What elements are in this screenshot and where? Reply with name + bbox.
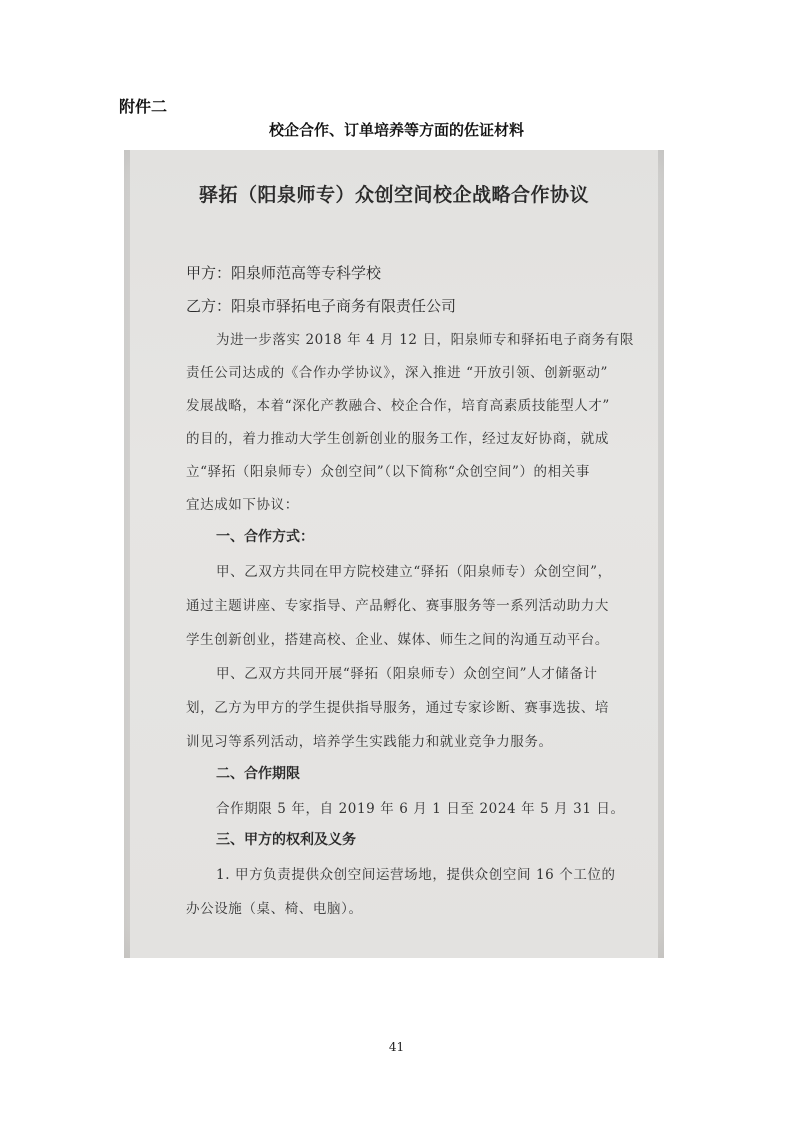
agreement-paper <box>130 150 658 958</box>
section1-line: 划，乙方为甲方的学生提供指导服务，通过专家诊断、赛事选拔、培 <box>186 700 609 716</box>
scanned-document-photo <box>124 150 664 958</box>
intro-line: 为进一步落实 2018 年 4 月 12 日，阳泉师专和驿拓电子商务有限 <box>216 332 634 348</box>
section3-line: 1. 甲方负责提供众创空间运营场地，提供众创空间 16 个工位的 <box>216 867 616 883</box>
intro-line: 责任公司达成的《合作办学协议》，深入推进 “开放引领、创新驱动” <box>186 365 609 381</box>
section2-text: 合作期限 5 年，自 2019 年 6 月 1 日至 2024 年 5 月 31 日。 <box>216 801 625 817</box>
section1-line: 学生创新创业，搭建高校、企业、媒体、师生之间的沟通互动平台。 <box>186 632 609 648</box>
page-subtitle: 校企合作、订单培养等方面的佐证材料 <box>268 121 524 139</box>
section1-heading: 一、合作方式： <box>216 529 314 545</box>
section2-heading: 二、合作期限 <box>216 766 300 782</box>
section1-line: 甲、乙双方共同开展“驿拓（阳泉师专）众创空间”人才储备计 <box>216 666 598 682</box>
section1-line: 训见习等系列活动，培养学生实践能力和就业竞争力服务。 <box>186 734 553 750</box>
party-a: 甲方：阳泉师范高等专科学校 <box>186 264 382 282</box>
attachment-label: 附件二 <box>119 97 168 116</box>
agreement-title: 驿拓（阳泉师专）众创空间校企战略合作协议 <box>198 184 589 206</box>
section3-heading: 三、甲方的权利及义务 <box>216 832 356 848</box>
party-b: 乙方：阳泉市驿拓电子商务有限责任公司 <box>186 297 457 315</box>
page-number: 41 <box>388 1040 405 1054</box>
intro-line: 宜达成如下协议： <box>186 497 299 513</box>
intro-line: 的目的，着力推动大学生创新创业的服务工作，经过友好协商，就成 <box>186 431 609 447</box>
section1-line: 甲、乙双方共同在甲方院校建立“驿拓（阳泉师专）众创空间”， <box>216 564 612 580</box>
intro-line: 发展战略，本着“深化产教融合、校企合作，培育高素质技能型人才” <box>186 398 610 414</box>
intro-line: 立“驿拓（阳泉师专）众创空间”（以下简称“众创空间”）的相关事 <box>186 464 590 480</box>
section3-line: 办公设施（桌、椅、电脑）。 <box>186 901 363 917</box>
section1-line: 通过主题讲座、专家指导、产品孵化、赛事服务等一系列活动助力大 <box>186 598 609 614</box>
